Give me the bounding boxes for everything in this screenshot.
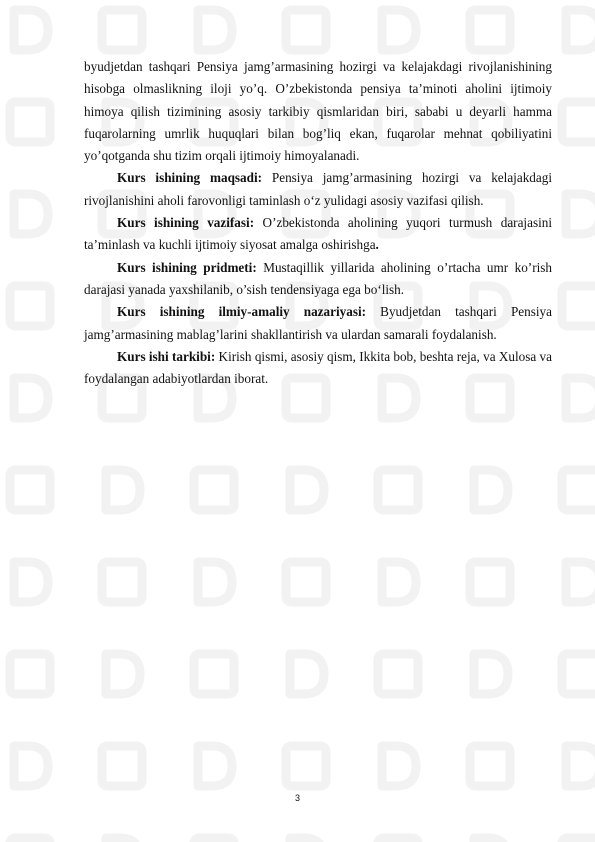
paragraph-subject — [84, 257, 552, 302]
watermark-d-shape — [14, 378, 48, 418]
watermark-d-shape — [14, 10, 48, 50]
watermark-d-shape — [566, 562, 595, 602]
watermark-d-shape — [14, 194, 48, 234]
paragraph-text: Mustaqillik yillarida aholining o’rtacha umr ko’rish darajasi yanada yaxshilanib, o’sish tendensiyaga ega bo‘lish. — [84, 259, 552, 297]
watermark-square-shape — [194, 838, 234, 842]
watermark-d-shape — [290, 838, 324, 842]
paragraph-label: Kurs ishining ilmiy-amaliy nazariyasi: — [117, 304, 367, 320]
watermark-square-shape — [378, 470, 418, 510]
watermark-d-shape — [566, 10, 595, 50]
paragraph-intro — [84, 56, 552, 167]
watermark-d-shape — [198, 562, 232, 602]
watermark-square-shape — [102, 10, 142, 50]
paragraph-suffix: . — [375, 237, 379, 253]
watermark-d-shape — [290, 654, 324, 694]
watermark-square-shape — [470, 746, 510, 786]
watermark-square-shape — [286, 746, 326, 786]
watermark-d-shape — [474, 654, 508, 694]
watermark-square-shape — [10, 654, 50, 694]
watermark-square-shape — [562, 838, 595, 842]
watermark-square-shape — [10, 838, 50, 842]
watermark-square-shape — [286, 562, 326, 602]
watermark-d-shape — [198, 746, 232, 786]
watermark-square-shape — [102, 562, 142, 602]
watermark-d-shape — [382, 10, 416, 50]
paragraph-text: Kirish qismi, asosiy qism, Ikkita bob, beshta reja, va Xulosa va foydalangan adabiyotlardan iborat. — [84, 348, 552, 387]
paragraph-task — [84, 212, 552, 257]
watermark-square-shape — [562, 102, 595, 142]
watermark-d-shape — [382, 562, 416, 602]
watermark-square-shape — [470, 562, 510, 602]
paragraph-text: O’zbekistonda aholining yuqori turmush darajasini ta’minlash va kuchli ijtimoiy siyosat amalga oshirishga — [84, 215, 552, 253]
watermark-d-shape — [474, 470, 508, 510]
watermark-d-shape — [14, 746, 48, 786]
watermark-square-shape — [378, 654, 418, 694]
paragraph-label: Kurs ishi tarkibi: — [117, 348, 216, 364]
paragraph-label: Kurs ishining maqsadi: — [117, 170, 263, 186]
watermark-square-shape — [378, 838, 418, 842]
watermark-d-shape — [566, 378, 595, 418]
paragraph-label: Kurs ishining vazifasi: — [117, 215, 255, 231]
watermark-d-shape — [474, 838, 508, 842]
paragraph-text: Byudjetdan tashqari Pensiya jamg’armasining mablag’larini shakllantirish va ulardan samarali foydalanish. — [84, 304, 552, 342]
watermark-square-shape — [194, 470, 234, 510]
watermark-d-shape — [106, 470, 140, 510]
watermark-d-shape — [198, 10, 232, 50]
watermark-d-shape — [566, 746, 595, 786]
paragraph-label: Kurs ishining pridmeti: — [117, 259, 257, 275]
paragraph-goal — [84, 167, 552, 212]
watermark-square-shape — [286, 10, 326, 50]
watermark-square-shape — [10, 286, 50, 326]
watermark-d-shape — [290, 470, 324, 510]
watermark-square-shape — [10, 102, 50, 142]
paragraph-text: byudjetdan tashqari Pensiya jamg’armasining hozirgi va kelajakdagi rivojlanishining hisobga olmaslikning iloji yo’q. O’zbekistonda pensiya ta’minoti aholini ijtimoiy himoya qilish tizimining asosiy tarkibiy qismlaridan biri, sababi u deyarli hamma fuqarolarning umrlik huquqlari bilan bog’liq ekan, fuqarolar mehnat qobiliyatini yo’qotganda shu tizim orqali ijtimoiy himoyalanadi. — [84, 59, 552, 164]
watermark-square-shape — [194, 654, 234, 694]
watermark-square-shape — [562, 654, 595, 694]
watermark-square-shape — [470, 10, 510, 50]
watermark-square-shape — [10, 470, 50, 510]
watermark-d-shape — [14, 562, 48, 602]
watermark-d-shape — [106, 838, 140, 842]
paragraph-structure — [84, 346, 552, 391]
page-number: 3 — [294, 793, 300, 803]
watermark-d-shape — [566, 194, 595, 234]
watermark-square-shape — [562, 470, 595, 510]
paragraph-text: Pensiya jamg’armasining hozirgi va kelajakdagi rivojlanishini aholi farovonligi taminlash o‘z yulidagi asosiy vazifasi qilish. — [84, 170, 552, 208]
document-body — [84, 56, 552, 390]
paragraph-theory — [84, 301, 552, 346]
watermark-square-shape — [562, 286, 595, 326]
watermark-d-shape — [106, 654, 140, 694]
watermark-d-shape — [382, 746, 416, 786]
watermark-square-shape — [102, 746, 142, 786]
